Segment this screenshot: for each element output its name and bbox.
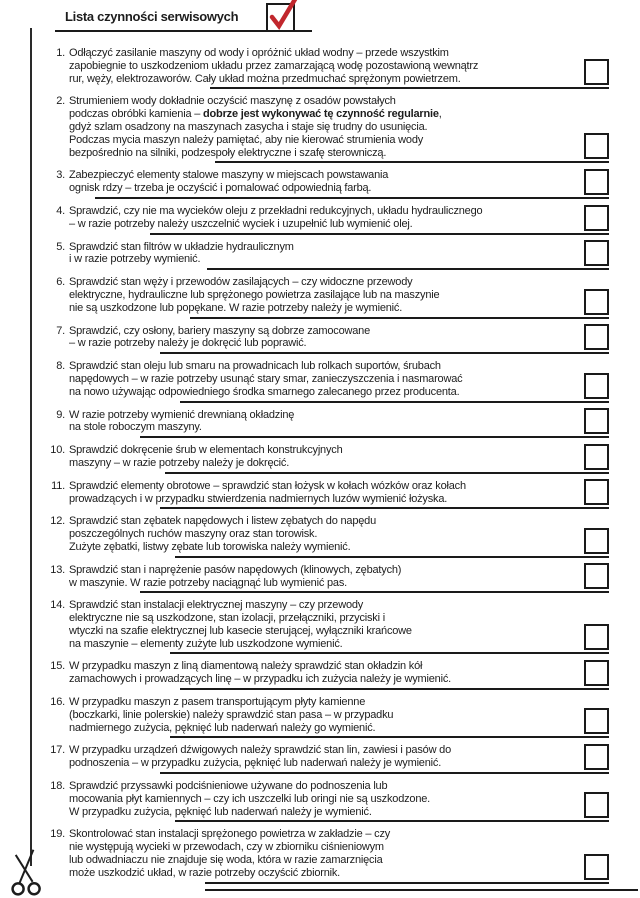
item-checkbox[interactable]: [584, 59, 609, 85]
item-rule-line: [160, 352, 609, 354]
checklist-item: [46, 599, 607, 650]
checklist-item: [46, 169, 607, 195]
item-number: 7.: [56, 324, 65, 337]
item-rule-line: [175, 556, 609, 558]
item-number: 1.: [56, 47, 65, 59]
page-title: Lista czynności serwisowych: [65, 9, 239, 24]
item-number: 4.: [56, 204, 65, 217]
item-text: Sprawdzić stan oleju lub smaru na prowadnicach lub rolkach suportów, śrubach napędowych – w razie potrzeby usunąć stary smar, zanieczyszczenia i nasmarować na nowo używając odpowiedniego środka smarnego zalecanego przez producenta.: [69, 360, 463, 398]
item-number: 6.: [56, 276, 65, 289]
item-number: 10.: [50, 444, 65, 457]
item-text: Sprawdzić dokręcenie śrub w elementach konstrukcyjnych maszyny – w razie potrzeby należy je dokręcić.: [69, 444, 343, 469]
checklist-item: [46, 409, 607, 435]
item-checkbox[interactable]: [584, 792, 609, 818]
item-number: 15.: [50, 660, 65, 673]
item-checkbox[interactable]: [584, 408, 609, 434]
item-number: 11.: [51, 479, 65, 492]
item-rule-line: [215, 161, 609, 163]
checkmark-icon: [265, 0, 299, 32]
item-checkbox[interactable]: [584, 744, 609, 770]
checklist-item: [46, 241, 607, 267]
item-text: W przypadku maszyn z liną diamentową należy sprawdzić stan okładzin kół zamachowych i prowadzących linę – w przypadku ich zużycia należy je wymienić.: [69, 660, 451, 686]
checklist-item: [46, 276, 607, 314]
item-rule-line: [175, 820, 609, 822]
item-rule-line: [170, 652, 609, 654]
item-checkbox[interactable]: [584, 660, 609, 686]
checklist-item: [46, 360, 607, 398]
checklist-item: [46, 205, 607, 231]
item-number: 13.: [50, 563, 65, 576]
item-checkbox[interactable]: [584, 444, 609, 470]
item-checkbox[interactable]: [584, 205, 609, 231]
item-rule-line: [180, 688, 609, 690]
item-number: 12.: [50, 515, 65, 528]
checklist-item: [46, 744, 607, 770]
item-text: Sprawdzić stan instalacji elektrycznej maszyny – czy przewody elektryczne nie są uszkodzone, stan izolacji, przełączniki, przyciski i wtyczki na szafie elektrycznej lub kasecie sterującej, wyłączniki krańcowe na maszynie – elementy zużyte lub uszkodzone wymienić.: [69, 599, 412, 650]
item-rule-line: [190, 317, 609, 319]
item-rule-line: [180, 401, 609, 403]
item-number: 5.: [56, 240, 65, 253]
item-number: 9.: [56, 408, 65, 421]
item-checkbox[interactable]: [584, 133, 609, 159]
item-text: Sprawdzić stan węży i przewodów zasilających – czy widoczne przewody elektryczne, hydrauliczne lub sprężonego powietrza zasilające lub na maszynie nie są uszkodzone lub popękane. W razie potrzeby należy je wymienić.: [69, 276, 440, 314]
item-number: 16.: [50, 696, 65, 709]
item-checkbox[interactable]: [584, 324, 609, 350]
item-text: Zabezpieczyć elementy stalowe maszyny w miejscach powstawania ognisk rdzy – trzeba je oczyścić i pomalować odpowiednią farbą.: [69, 169, 389, 195]
item-rule-line: [95, 197, 609, 199]
checklist-item: [46, 444, 607, 470]
item-rule-line: [210, 87, 609, 89]
item-checkbox[interactable]: [584, 708, 609, 734]
item-text: Skontrolować stan instalacji sprężonego powietrza w zakładzie – czy nie występują wycieki w przewodach, czy w zbiorniku ciśnieniowym lub odwadniaczu nie znajduje się woda, która w razie zamarznięcia może uszkodzić układ, w razie potrzeby oczyścić zbiornik.: [69, 828, 391, 879]
item-checkbox[interactable]: [584, 563, 609, 589]
item-text: W przypadku maszyn z pasem transportującym płyty kamienne (boczkarki, linie polerskie) należy sprawdzić stan pasa – w przypadku nadmiernego zużycia, pęknięć lub naderwań należy go wymienić.: [69, 696, 394, 734]
checklist-item: [46, 564, 607, 590]
item-rule-line: [207, 268, 609, 270]
checklist-item: [46, 47, 607, 85]
item-text: Sprawdzić, czy nie ma wycieków oleju z przekładni redukcyjnych, układu hydraulicznego – w razie potrzeby należy uszczelnić wyciek i uzupełnić lub wymienić olej.: [69, 204, 483, 230]
item-text: Sprawdzić elementy obrotowe – sprawdzić stan łożysk w kołach wózków oraz kołach prowadzących i w przypadku stwierdzenia nadmiernych luzów wymienić łożyska.: [69, 479, 466, 505]
item-checkbox[interactable]: [584, 479, 609, 505]
item-text: Sprawdzić stan i naprężenie pasów napędowych (klinowych, zębatych) w maszynie. W razie potrzeby naciągnąć lub wymienić pas.: [69, 563, 402, 589]
item-number: 17.: [50, 744, 65, 757]
item-rule-line: [205, 882, 609, 884]
item-rule-line: [140, 591, 609, 593]
item-checkbox[interactable]: [584, 624, 609, 650]
title-checkbox-checked[interactable]: [266, 3, 295, 32]
checklist-item: [46, 480, 607, 506]
bottom-separator: [205, 889, 638, 891]
item-number: 2.: [56, 95, 65, 108]
item-rule-line: [160, 772, 609, 774]
checklist-item: [46, 828, 607, 879]
item-text: Sprawdzić stan filtrów w układzie hydraulicznym i w razie potrzeby wymienić.: [69, 240, 294, 266]
item-text: W przypadku urządzeń dźwigowych należy sprawdzić stan lin, zawiesi i pasów do podnoszenia – w przypadku zużycia, pęknięć lub naderwań należy je wymienić.: [69, 744, 452, 770]
checklist-item: [46, 696, 607, 734]
item-text: Strumieniem wody dokładnie oczyścić maszynę z osadów powstałych podczas obróbki kamienia – dobrze jest wykonywać tę czynność regularnie, gdyż szlam osadzony na maszynach zasycha i staje się trudny do usunięcia. Podczas mycia maszyn należy pamiętać, aby nie kierować strumienia wody bezpośrednio na silniki, podzespoły elektryczne i szafę sterowniczą.: [69, 95, 442, 159]
checklist: [0, 47, 640, 890]
item-number: 18.: [50, 780, 65, 793]
item-text: Sprawdzić przyssawki podciśnieniowe używane do podnoszenia lub mocowania płyt kamiennych – czy ich uszczelki lub oringi nie są uszkodzone. W przypadku zużycia, pęknięć lub naderwań należy je wymienić.: [69, 780, 431, 818]
item-rule-line: [150, 233, 609, 235]
checklist-item: [46, 780, 607, 818]
item-checkbox[interactable]: [584, 289, 609, 315]
item-checkbox[interactable]: [584, 240, 609, 266]
item-checkbox[interactable]: [584, 169, 609, 195]
checklist-item: [46, 660, 607, 686]
item-checkbox[interactable]: [584, 528, 609, 554]
item-number: 8.: [56, 360, 65, 373]
item-rule-line: [170, 736, 609, 738]
item-number: 3.: [56, 169, 65, 182]
item-number: 19.: [50, 828, 65, 841]
item-checkbox[interactable]: [584, 373, 609, 399]
item-rule-line: [160, 507, 609, 509]
item-text: Sprawdzić, czy osłony, bariery maszyny są dobrze zamocowane – w razie potrzeby należy je dokręcić lub poprawić.: [69, 324, 371, 350]
item-number: 14.: [50, 599, 65, 612]
item-rule-line: [140, 436, 609, 438]
item-text: Odłączyć zasilanie maszyny od wody i opróżnić układ wodny – przede wszystkim zapobiegnie to uszkodzeniom układu przez zamarzającą wodę pozostawioną wewnątrz rur, węży, elektrozaworów. Cały układ można przedmuchać sprężonym powietrzem.: [69, 47, 479, 85]
checklist-item: [46, 325, 607, 351]
item-text: Sprawdzić stan zębatek napędowych i listew zębatych do napędu poszczególnych ruchów maszyny oraz stan torowisk. Zużyte zębatki, listwy zębate lub torowiska należy wymienić.: [69, 515, 376, 553]
checklist-item: [46, 95, 607, 159]
item-text: W razie potrzeby wymienić drewnianą okładzinę na stole roboczym maszyny.: [69, 408, 295, 434]
item-rule-line: [165, 472, 609, 474]
checklist-item: [46, 515, 607, 553]
item-checkbox[interactable]: [584, 854, 609, 880]
